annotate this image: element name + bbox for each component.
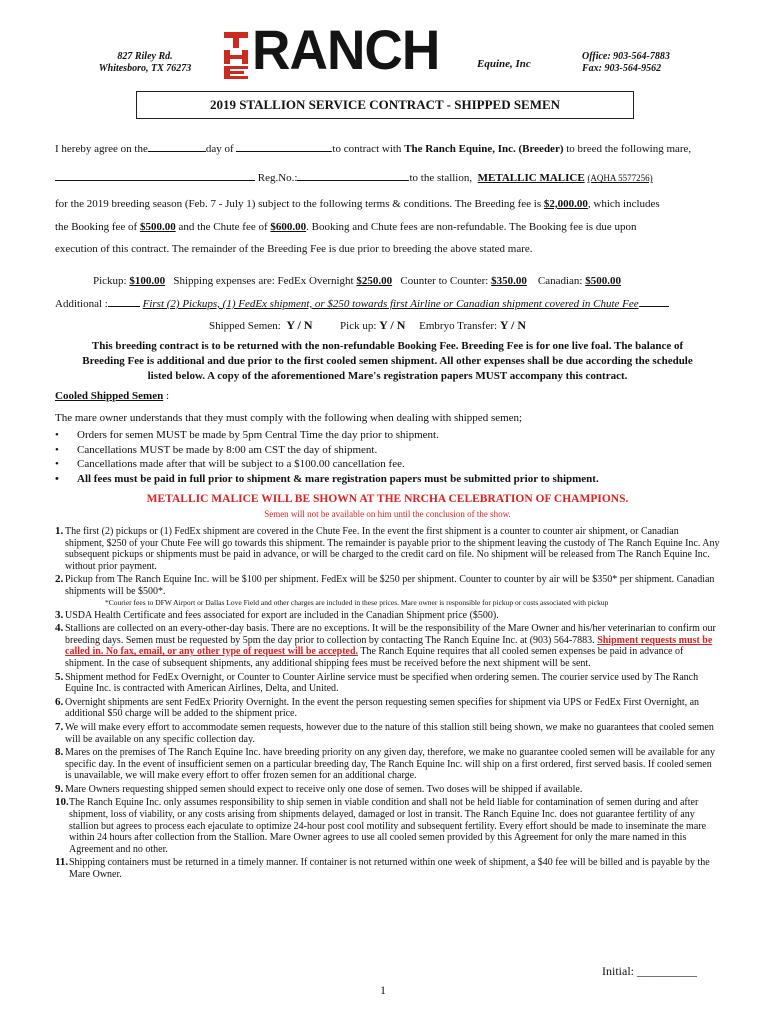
term-number: 5. bbox=[55, 670, 64, 683]
bullet-item: • Cancellations MUST be made by 8:00 am CST the day of shipment. bbox=[55, 443, 599, 458]
term-text: The Ranch Equine Inc. only assumes responsibility to ship semen in viable condition and shall not be held liable for contamination of semen during and after shipment, loss of viability, or any costs arising from shipments delayed, damaged or lost in transit. The Ranch Equine Inc. does not guarantee fertility of any stallion but agrees to process each ejaculate to optimize 24-hour post cool motility and subsequent fertility. Every effort should be made to inseminate the mare within 24 hours after collection from the Stallion. Mare Owner agrees to use all cooled semen provided by this Agreement for only the mare named in this Agreement and no other. bbox=[69, 797, 707, 855]
cooled-intro: The mare owner understands that they must comply with the following when dealing with shipped semen; bbox=[55, 412, 523, 424]
day-blank[interactable] bbox=[148, 141, 206, 152]
shipped-yn[interactable]: Y / N bbox=[286, 318, 313, 332]
chute-fee: $600.00 bbox=[270, 221, 307, 233]
canadian-fee: $500.00 bbox=[585, 275, 621, 287]
term-text: Shipment method for FedEx Overnight, or Counter to Counter Airline service must be specified when ordering semen. The courier service used by The Ranch Equine Inc. is contracted with American Airlines, Delta, and United. bbox=[65, 671, 699, 695]
show-notice: METALLIC MALICE WILL BE SHOWN AT THE NRCHA CELEBRATION OF CHAMPIONS. bbox=[146, 493, 629, 505]
text-segment: Embryo Transfer: bbox=[419, 320, 498, 332]
agreement-line-2 bbox=[55, 170, 653, 185]
text-segment: and the Chute fee of bbox=[178, 221, 268, 233]
pickup-fee: $100.00 bbox=[129, 275, 166, 287]
cooled-bullets bbox=[55, 428, 599, 486]
additional-line bbox=[55, 296, 669, 311]
regno-blank[interactable] bbox=[297, 170, 409, 181]
stallion-name: METALLIC MALICE bbox=[477, 172, 585, 184]
cooled-heading bbox=[55, 389, 169, 403]
counter-fee: $350.00 bbox=[491, 275, 527, 287]
term-item bbox=[55, 623, 720, 669]
term-text: Pickup from The Ranch Equine Inc. will be $100 per shipment. FedEx will be $250 per shipment. Counter to counter by air will be $350* per shipment. Canadian shipments will be $500*. bbox=[65, 574, 715, 597]
term-item bbox=[55, 610, 720, 622]
term-text: Mare Owners requesting shipped semen should expect to receive only one dose of semen. Two doses will be shipped if available. bbox=[65, 783, 583, 795]
term-number: 8. bbox=[55, 746, 64, 759]
embryo-yn[interactable]: Y / N bbox=[499, 318, 527, 332]
term-text: The Ranch Equine requires that all cooled semen expenses be paid in advance of shipment. In the case of subsequent shipments, any additional shipping fees must be received before the next shipment will be sent. bbox=[65, 646, 684, 669]
text-segment: Shipping expenses are: FedEx Overnight bbox=[173, 275, 354, 287]
booking-fee: $500.00 bbox=[139, 221, 176, 233]
text-segment: to contract with bbox=[332, 143, 402, 155]
text-segment: day of bbox=[205, 143, 234, 155]
address-line-1: 827 Riley Rd. bbox=[117, 51, 173, 62]
text-segment: Pick up: bbox=[340, 320, 377, 332]
page-number: 1 bbox=[380, 983, 386, 997]
term-item bbox=[55, 574, 720, 607]
contract-title: 2019 STALLION SERVICE CONTRACT - SHIPPED SEMEN bbox=[136, 91, 634, 119]
address-line-2: Whitesboro, TX 76273 bbox=[98, 63, 192, 74]
text-segment: Additional : bbox=[55, 298, 108, 310]
agreement-line-1 bbox=[55, 141, 691, 156]
mare-name-blank[interactable] bbox=[55, 170, 255, 181]
term-item bbox=[55, 722, 720, 745]
text-segment: for the 2019 breeding season (Feb. 7 - July 1) subject to the following terms & conditions. The Breeding fee is bbox=[55, 198, 542, 210]
bullet-item: • Orders for semen MUST be made by 5pm Central Time the day prior to shipment. bbox=[55, 428, 599, 443]
term-warning: Shipment requests must be called in. No fax, email, or any other type of request will be accepted. bbox=[65, 634, 713, 658]
term-number: 3. bbox=[55, 608, 64, 621]
term-item bbox=[55, 747, 720, 782]
logo-ranch-text: RANCH bbox=[252, 18, 440, 81]
initial-field[interactable]: Initial: __________ bbox=[602, 964, 697, 978]
agreement-line-3 bbox=[55, 197, 660, 211]
terms-list bbox=[55, 526, 720, 883]
term-item bbox=[55, 784, 720, 796]
term-number: 11. bbox=[55, 856, 69, 869]
pickup-yn[interactable]: Y / N bbox=[379, 318, 406, 332]
logo-subtitle: Equine, Inc bbox=[477, 58, 531, 70]
text-segment: : bbox=[163, 390, 170, 402]
term-item bbox=[55, 672, 720, 695]
additional-blank-end[interactable] bbox=[639, 296, 669, 307]
term-item bbox=[55, 797, 720, 855]
term-text: Stallions are collected on an every-other-day basis. There are no exceptions. It will be the responsibility of the Mare Owner and his/her veterinarian to confirm our breeding days. Semen must be requested by 5pm the day prior to collection by contacting The Ranch Equine Inc. at (903) 564-7883. bbox=[65, 623, 716, 646]
notice-line-3: listed below. A copy of the aforementioned Mare's registration papers MUST accompany this contract. bbox=[147, 370, 628, 382]
text-segment: Shipped Semen: bbox=[209, 320, 281, 332]
ranch-logo bbox=[222, 18, 474, 82]
term-text: The first (2) pickups or (1) FedEx shipment are covered in the Chute Fee. In the event the first shipment is a counter to counter air shipment, or Canadian shipment, $250 of your Chute Fee will go towards this shipment. The remainder is payable prior to the shipment leaving the custody of The Ranch Equine Inc. Any subsequent pickups or shipments must be paid in advance, or will be charged to the credit card on file. No shipment will be released from The Ranch Equine Inc. without prior payment. bbox=[65, 526, 720, 572]
term-item bbox=[55, 857, 720, 880]
month-blank[interactable] bbox=[236, 141, 332, 152]
text-segment: Counter to Counter: bbox=[400, 275, 489, 287]
term-number: 2. bbox=[55, 573, 64, 586]
term-number: 9. bbox=[55, 782, 64, 795]
term-text: Overnight shipments are sent FedEx Priority Overnight. In the event the person requesting semen specifies for shipment via UPS or FedEx First Overnight, an additional $50 charge will be added to the shipment price. bbox=[65, 696, 700, 720]
term-number: 10. bbox=[55, 796, 69, 809]
term-text: We will make every effort to accommodate semen requests, however due to the nature of this stallion still being shown, we make no guarantees that cooled semen will be available on any specific collection day. bbox=[65, 721, 714, 745]
regno-label: Reg.No.: bbox=[257, 172, 298, 184]
text-segment: I hereby agree on the bbox=[55, 143, 148, 155]
additional-blank[interactable] bbox=[108, 296, 140, 307]
show-subnotice: Semen will not be available on him until the conclusion of the show. bbox=[264, 509, 511, 519]
text-segment: the Booking fee of bbox=[55, 221, 138, 233]
service-options bbox=[209, 318, 526, 333]
term-number: 1. bbox=[55, 525, 64, 537]
term-text: USDA Health Certificate and fees associated for export are included in the Canadian Shipment price ($500). bbox=[65, 609, 499, 621]
notice-line-1: This breeding contract is to be returned with the non-refundable Booking Fee. Breeding Fee is for one live foal. The balance of bbox=[91, 340, 684, 352]
section-heading: Cooled Shipped Semen bbox=[55, 390, 164, 402]
text-segment: . Booking and Chute fees are non-refundable. The Booking fee is due upon bbox=[306, 221, 637, 233]
fees-line bbox=[93, 274, 621, 288]
breeder-name: The Ranch Equine, Inc. (Breeder) bbox=[404, 143, 564, 155]
term-note: *Courier fees to DFW Airport or Dallas Love Field and other charges are included in these prices. Mare owner is responsible for pickup or costs associated with pickup bbox=[105, 597, 609, 607]
notice-line-2: Breeding Fee is additional and due prior to the first cooled semen shipment. All other expenses shall be due according the schedule bbox=[82, 355, 693, 367]
breeder-address bbox=[95, 51, 195, 75]
term-number: 6. bbox=[55, 695, 64, 708]
term-item bbox=[55, 526, 720, 572]
contact-info bbox=[582, 51, 670, 75]
bullet-item: • Cancellations made after that will be subject to a $100.00 cancellation fee. bbox=[55, 457, 599, 472]
bullet-item: • All fees must be paid in full prior to shipment & mare registration papers must be submitted prior to shipment. bbox=[55, 472, 599, 487]
breeding-fee: $2,000.00 bbox=[543, 198, 588, 210]
fax-number: Fax: 903-564-9562 bbox=[582, 63, 662, 74]
the-logo-mark-icon bbox=[222, 26, 250, 82]
text-segment: to breed the following mare, bbox=[566, 143, 692, 155]
text-segment: , which includes bbox=[587, 198, 660, 210]
fedex-fee: $250.00 bbox=[356, 275, 393, 287]
text-segment: Canadian: bbox=[537, 275, 583, 287]
text-segment: to the stallion, bbox=[409, 172, 473, 184]
agreement-line-4 bbox=[55, 220, 636, 234]
additional-text: First (2) Pickups, (1) FedEx shipment, or $250 towards first Airline or Canadian shipment covered in Chute Fee bbox=[142, 298, 639, 310]
agreement-line-5: execution of this contract. The remainder of the Breeding Fee is due prior to breeding the above stated mare. bbox=[55, 243, 533, 255]
term-text: Mares on the premises of The Ranch Equine Inc. have breeding priority on any given day, therefore, we make no guarantee cooled semen will be available for any specific day. In the event of insufficient semen on a particular breeding day, The Ranch Equine Inc. will ship on a first ordered, first served basis. If cooled semen is unavailable, we will make every effort to offer frozen semen for an additional charge. bbox=[65, 747, 716, 782]
term-item bbox=[55, 697, 720, 720]
office-phone: Office: 903-564-7883 bbox=[582, 51, 670, 62]
text-segment: Pickup: bbox=[93, 275, 127, 287]
term-text: Shipping containers must be returned in a timely manner. If container is not returned within one week of shipment, a $40 fee will be billed and is payable by the Mare Owner. bbox=[69, 857, 710, 881]
term-number: 4. bbox=[55, 622, 64, 635]
term-number: 7. bbox=[55, 720, 64, 733]
stallion-aqha: (AQHA 5577256) bbox=[587, 173, 653, 183]
